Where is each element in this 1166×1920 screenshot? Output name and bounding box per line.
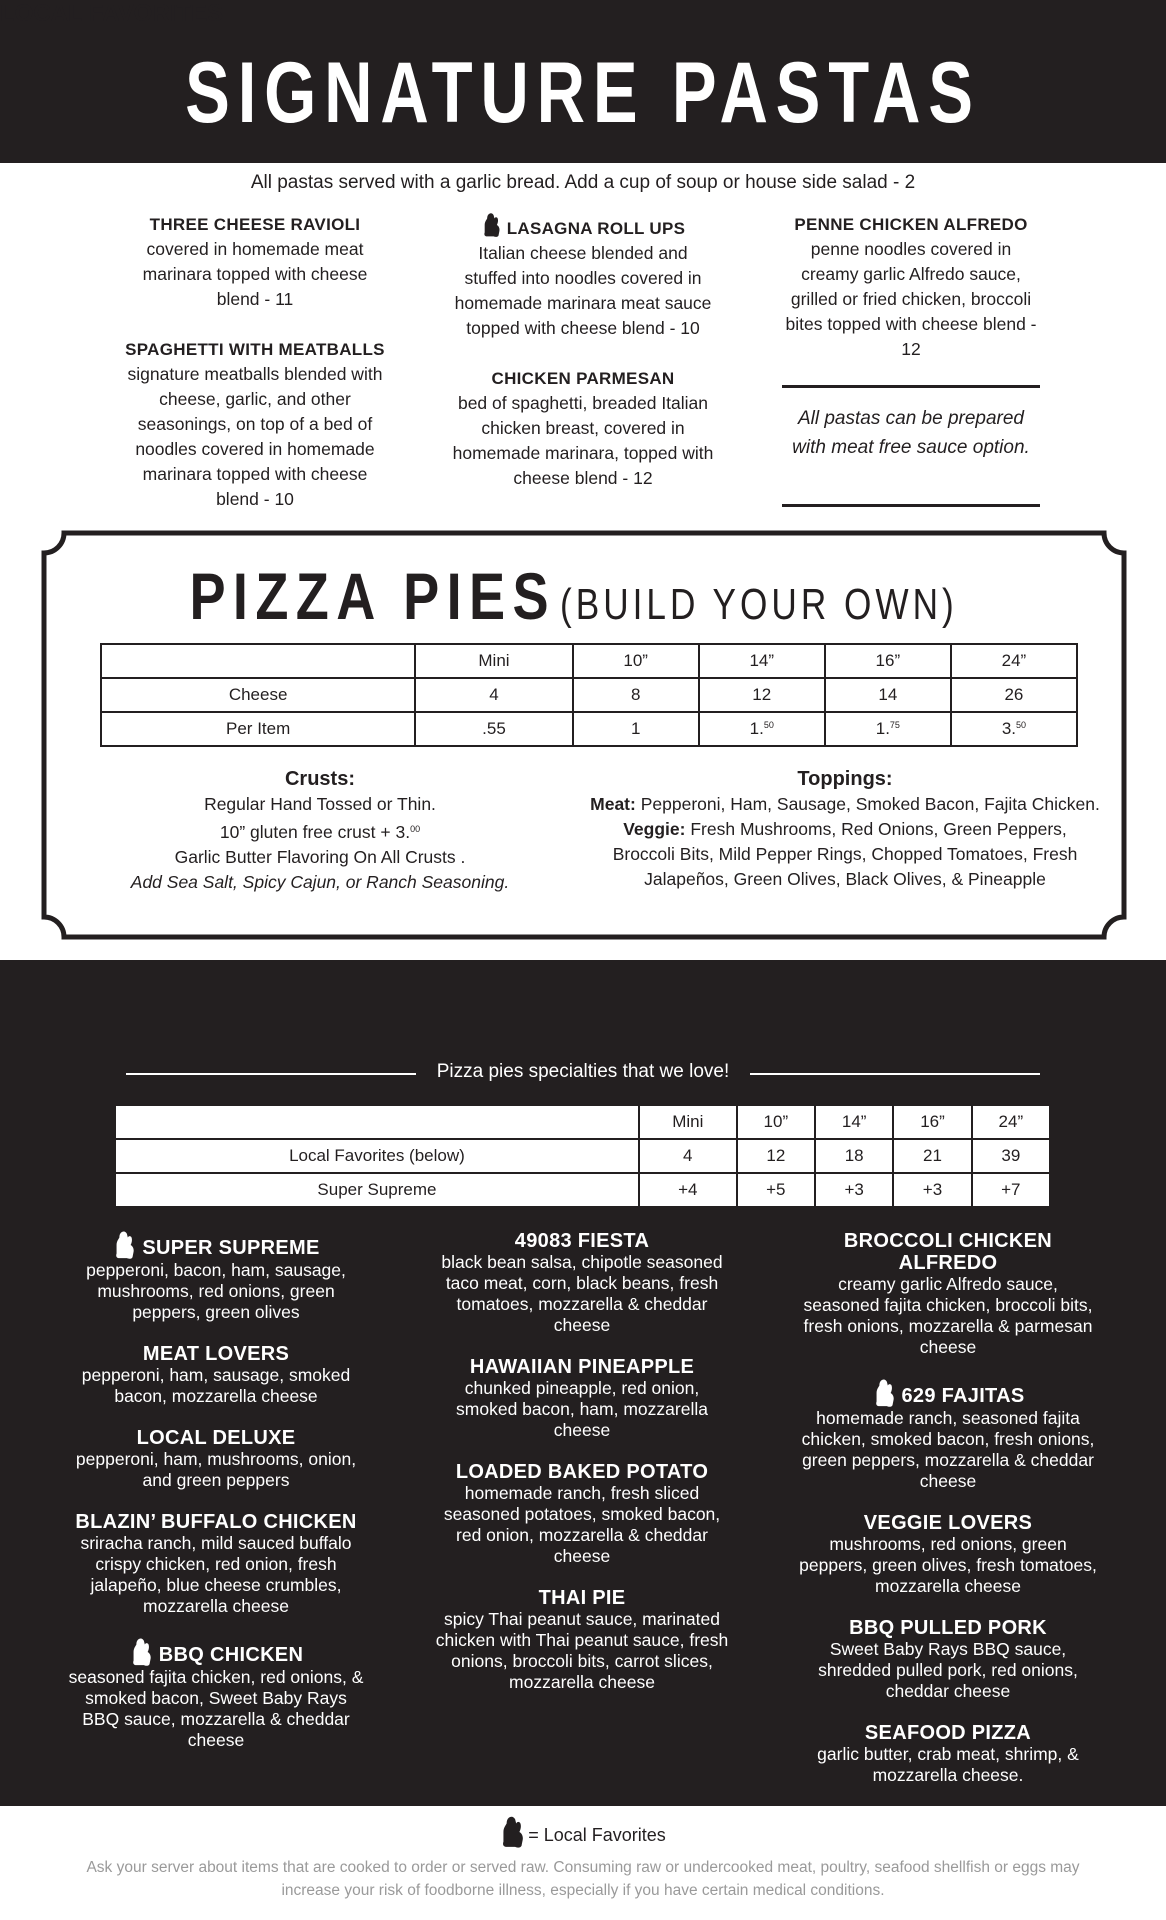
michigan-icon bbox=[872, 1378, 898, 1408]
menu-item-name bbox=[66, 1343, 366, 1365]
menu-item-name bbox=[66, 1637, 366, 1667]
table-header-cell: 24” bbox=[951, 644, 1077, 678]
table-header-cell: 10” bbox=[573, 644, 699, 678]
pizza-price-table bbox=[100, 643, 1078, 747]
price-cell: +3 bbox=[893, 1173, 971, 1207]
menu-item-name bbox=[125, 337, 385, 362]
crusts-heading: Crusts: bbox=[284, 768, 355, 790]
divider bbox=[750, 1073, 1040, 1075]
menu-item bbox=[798, 1378, 1098, 1492]
menu-item-description: pepperoni, bacon, ham, sausage, mushrooms, red onions, green peppers, green olives bbox=[86, 1260, 346, 1322]
price-cell: 1.50 bbox=[699, 712, 825, 746]
menu-item-name bbox=[450, 366, 716, 391]
local-subtitle: Pizza pies specialties that we love! bbox=[436, 1061, 730, 1082]
menu-item-title: BBQ CHICKEN bbox=[158, 1644, 304, 1666]
menu-item bbox=[66, 1230, 366, 1323]
toppings-heading: Toppings: bbox=[797, 768, 893, 790]
price-cell: .55 bbox=[415, 712, 572, 746]
crusts-line-4: Add Sea Salt, Spicy Cajun, or Ranch Seasoning. bbox=[130, 872, 510, 892]
menu-item-title: LOCAL DELUXE bbox=[136, 1427, 296, 1449]
table-header-cell: 10” bbox=[737, 1105, 815, 1139]
menu-item bbox=[125, 337, 385, 512]
local-subtitle-row bbox=[126, 1061, 1040, 1083]
menu-item-title: BBQ PULLED PORK bbox=[849, 1617, 1047, 1639]
menu-item-title: 49083 FIESTA bbox=[514, 1230, 650, 1252]
price-cell: 4 bbox=[415, 678, 572, 712]
local-price-table bbox=[114, 1104, 1051, 1208]
table-header-cell: 14” bbox=[699, 644, 825, 678]
menu-item-description: signature meatballs blended with cheese, garlic, and other seasonings, on top of a bed of noodles covered in homemade marinara topped with cheese blend - 10 bbox=[127, 364, 383, 509]
price-cell: 12 bbox=[737, 1139, 815, 1173]
menu-item-description: chunked pineapple, red onion, smoked bacon, ham, mozzarella cheese bbox=[456, 1378, 708, 1440]
menu-item-description: Italian cheese blended and stuffed into noodles covered in homemade marinara meat sauce topped with cheese blend - 10 bbox=[454, 243, 712, 338]
crusts-line-3: Garlic Butter Flavoring On All Crusts . bbox=[174, 847, 466, 867]
menu-item-name bbox=[798, 1512, 1098, 1534]
menu-item bbox=[798, 1230, 1098, 1358]
michigan-icon bbox=[112, 1230, 138, 1260]
meat-list: Pepperoni, Ham, Sausage, Smoked Bacon, Fajita Chicken. bbox=[640, 794, 1100, 814]
disclaimer: Ask your server about items that are cooked to order or served raw. Consuming raw or undercooked meat, poultry, seafood shellfish or eggs may increase your risk of foodborne illness, especially if you have certain medical conditions. bbox=[86, 1859, 1080, 1899]
table-row bbox=[101, 712, 1077, 746]
legend bbox=[0, 1815, 1166, 1849]
michigan-icon bbox=[500, 1815, 526, 1849]
menu-item-title: THAI PIE bbox=[538, 1587, 626, 1609]
pasta-column-3 bbox=[780, 212, 1042, 387]
menu-item-description: pepperoni, ham, mushrooms, onion, and green peppers bbox=[75, 1449, 357, 1490]
price-cell: +5 bbox=[737, 1173, 815, 1207]
michigan-icon bbox=[481, 212, 503, 238]
price-cell: 8 bbox=[573, 678, 699, 712]
menu-item-description: penne noodles covered in creamy garlic Alfredo sauce, grilled or fried chicken, broccoli bites topped with cheese blend - 12 bbox=[785, 239, 1037, 359]
crusts-section bbox=[120, 766, 520, 895]
menu-item-description: homemade ranch, seasoned fajita chicken, smoked bacon, fresh onions, green peppers, mozzarella & cheddar cheese bbox=[801, 1408, 1095, 1491]
price-cell: 14 bbox=[825, 678, 951, 712]
menu-item-title: VEGGIE LOVERS bbox=[863, 1512, 1033, 1534]
local-column-1 bbox=[66, 1230, 366, 1771]
menu-item-name bbox=[66, 1230, 366, 1260]
toppings-section bbox=[590, 766, 1100, 892]
menu-item-description: garlic butter, crab meat, shrimp, & mozzarella cheese. bbox=[817, 1744, 1079, 1785]
table-header-cell bbox=[115, 1105, 639, 1139]
veggie-label: Veggie: bbox=[623, 819, 686, 839]
menu-item-title: SPAGHETTI WITH MEATBALLS bbox=[125, 340, 385, 359]
pastas-title: SIGNATURE PASTAS bbox=[185, 45, 981, 141]
toppings-veggie bbox=[590, 817, 1100, 892]
menu-item-description: black bean salsa, chipotle seasoned taco meat, corn, black beans, fresh tomatoes, mozzarella & cheddar cheese bbox=[441, 1252, 723, 1335]
menu-item-name bbox=[798, 1378, 1098, 1408]
menu-item bbox=[450, 366, 716, 491]
price-cell: +3 bbox=[815, 1173, 893, 1207]
menu-item-description: sriracha ranch, mild sauced buffalo crispy chicken, red onion, fresh jalapeño, blue cheese crumbles, mozzarella cheese bbox=[80, 1533, 352, 1616]
price-cell: +7 bbox=[972, 1173, 1050, 1207]
divider bbox=[126, 1073, 416, 1075]
price-cell: 18 bbox=[815, 1139, 893, 1173]
row-label: Local Favorites (below) bbox=[115, 1139, 639, 1173]
table-row bbox=[115, 1173, 1050, 1207]
menu-item bbox=[798, 1722, 1098, 1786]
menu-item-description: bed of spaghetti, breaded Italian chicken breast, covered in homemade marinara, topped with cheese blend - 12 bbox=[452, 393, 714, 488]
meat-free-note: All pastas can be prepared with meat free sauce option. bbox=[782, 385, 1040, 507]
price-cell: 12 bbox=[699, 678, 825, 712]
menu-item-name bbox=[798, 1617, 1098, 1639]
table-row bbox=[101, 678, 1077, 712]
menu-item-name bbox=[125, 212, 385, 237]
price-cell: 26 bbox=[951, 678, 1077, 712]
pasta-column-1 bbox=[125, 212, 385, 537]
pasta-column-2 bbox=[450, 212, 716, 516]
price-cell: 1.75 bbox=[825, 712, 951, 746]
menu-item bbox=[432, 1587, 732, 1693]
menu-item-title: HAWAIIAN PINEAPPLE bbox=[469, 1356, 695, 1378]
menu-item-title: LASAGNA ROLL UPS bbox=[506, 219, 686, 238]
menu-item-name bbox=[450, 212, 716, 241]
table-header-cell: 16” bbox=[825, 644, 951, 678]
table-header-cell: Mini bbox=[415, 644, 572, 678]
menu-item bbox=[780, 212, 1042, 362]
price-cell: 39 bbox=[972, 1139, 1050, 1173]
menu-item-title: THREE CHEESE RAVIOLI bbox=[149, 215, 361, 234]
pizza-title-main: PIZZA PIES bbox=[189, 559, 556, 633]
price-cell: 3.50 bbox=[951, 712, 1077, 746]
legend-text: = Local Favorites bbox=[528, 1825, 666, 1845]
menu-item-title: BROCCOLI CHICKEN ALFREDO bbox=[843, 1230, 1053, 1274]
table-header-cell: 16” bbox=[893, 1105, 971, 1139]
pastas-note: All pastas served with a garlic bread. Add a cup of soup or house side salad - 2 bbox=[250, 172, 916, 193]
row-label: Cheese bbox=[101, 678, 415, 712]
table-header-cell: 24” bbox=[972, 1105, 1050, 1139]
menu-item-title: PENNE CHICKEN ALFREDO bbox=[794, 215, 1028, 234]
menu-item-description: spicy Thai peanut sauce, marinated chicken with Thai peanut sauce, fresh onions, broccoli bits, carrot slices, mozzarella cheese bbox=[435, 1609, 729, 1692]
pizza-title bbox=[0, 558, 1166, 634]
menu-item bbox=[798, 1617, 1098, 1702]
table-header-cell: Mini bbox=[639, 1105, 737, 1139]
menu-item-name bbox=[432, 1230, 732, 1252]
menu-item-name bbox=[432, 1356, 732, 1378]
toppings-meat bbox=[590, 792, 1100, 817]
menu-item-description: pepperoni, ham, sausage, smoked bacon, mozzarella cheese bbox=[81, 1365, 351, 1406]
menu-item-name bbox=[66, 1511, 366, 1533]
row-label: Super Supreme bbox=[115, 1173, 639, 1207]
menu-item-name bbox=[432, 1461, 732, 1483]
crusts-line-2: 10” gluten free crust + 3.00 bbox=[219, 822, 421, 842]
menu-item bbox=[125, 212, 385, 312]
menu-item bbox=[66, 1343, 366, 1407]
menu-item-title: 629 FAJITAS bbox=[901, 1385, 1025, 1407]
menu-item-name bbox=[432, 1587, 732, 1609]
menu-item bbox=[66, 1511, 366, 1617]
local-title: LOCAL FAVORITES bbox=[0, 0, 224, 27]
row-label: Per Item bbox=[101, 712, 415, 746]
meat-label: Meat: bbox=[590, 794, 636, 814]
menu-item bbox=[66, 1427, 366, 1491]
menu-item-description: creamy garlic Alfredo sauce, seasoned fajita chicken, broccoli bits, fresh onions, mozzarella & parmesan cheese bbox=[803, 1274, 1093, 1357]
price-cell: 1 bbox=[573, 712, 699, 746]
menu-item-title: LOADED BAKED POTATO bbox=[455, 1461, 709, 1483]
local-column-3 bbox=[798, 1230, 1098, 1806]
menu-item bbox=[432, 1461, 732, 1567]
table-row bbox=[115, 1139, 1050, 1173]
menu-item-name bbox=[780, 212, 1042, 237]
table-header-cell: 14” bbox=[815, 1105, 893, 1139]
menu-item-name bbox=[798, 1722, 1098, 1744]
menu-item-title: MEAT LOVERS bbox=[142, 1343, 290, 1365]
menu-item bbox=[66, 1637, 366, 1751]
menu-item bbox=[450, 212, 716, 341]
table-header-cell bbox=[101, 644, 415, 678]
menu-item-description: seasoned fajita chicken, red onions, & smoked bacon, Sweet Baby Rays BBQ sauce, mozzarella & cheddar cheese bbox=[68, 1667, 364, 1750]
menu-item-description: covered in homemade meat marinara topped with cheese blend - 11 bbox=[142, 239, 368, 309]
menu-item-description: Sweet Baby Rays BBQ sauce, shredded pulled pork, red onions, cheddar cheese bbox=[818, 1639, 1078, 1701]
menu-item bbox=[432, 1230, 732, 1336]
menu-item-description: mushrooms, red onions, green peppers, green olives, fresh tomatoes, mozzarella cheese bbox=[799, 1534, 1097, 1596]
pizza-title-sub: (BUILD YOUR OWN) bbox=[560, 580, 958, 629]
price-cell: +4 bbox=[639, 1173, 737, 1207]
menu-item-title: CHICKEN PARMESAN bbox=[491, 369, 675, 388]
menu-item-title: SUPER SUPREME bbox=[142, 1237, 320, 1259]
price-cell: 4 bbox=[639, 1139, 737, 1173]
menu-item-description: homemade ranch, fresh sliced seasoned potatoes, smoked bacon, red onion, mozzarella & cheddar cheese bbox=[443, 1483, 721, 1566]
menu-item-title: SEAFOOD PIZZA bbox=[864, 1722, 1032, 1744]
local-column-2 bbox=[432, 1230, 732, 1713]
crusts-line-1: Regular Hand Tossed or Thin. bbox=[204, 794, 436, 814]
veggie-list: Fresh Mushrooms, Red Onions, Green Peppers, Broccoli Bits, Mild Pepper Rings, Chopped Tomatoes, Fresh Jalapeños, Green Olives, Black Olives, & Pineapple bbox=[612, 819, 1078, 889]
price-cell: 21 bbox=[893, 1139, 971, 1173]
menu-item-name bbox=[66, 1427, 366, 1449]
menu-item-title: BLAZIN’ BUFFALO CHICKEN bbox=[75, 1511, 357, 1533]
michigan-icon bbox=[129, 1637, 155, 1667]
menu-item-name bbox=[798, 1230, 1098, 1274]
menu-item bbox=[798, 1512, 1098, 1597]
menu-item bbox=[432, 1356, 732, 1441]
